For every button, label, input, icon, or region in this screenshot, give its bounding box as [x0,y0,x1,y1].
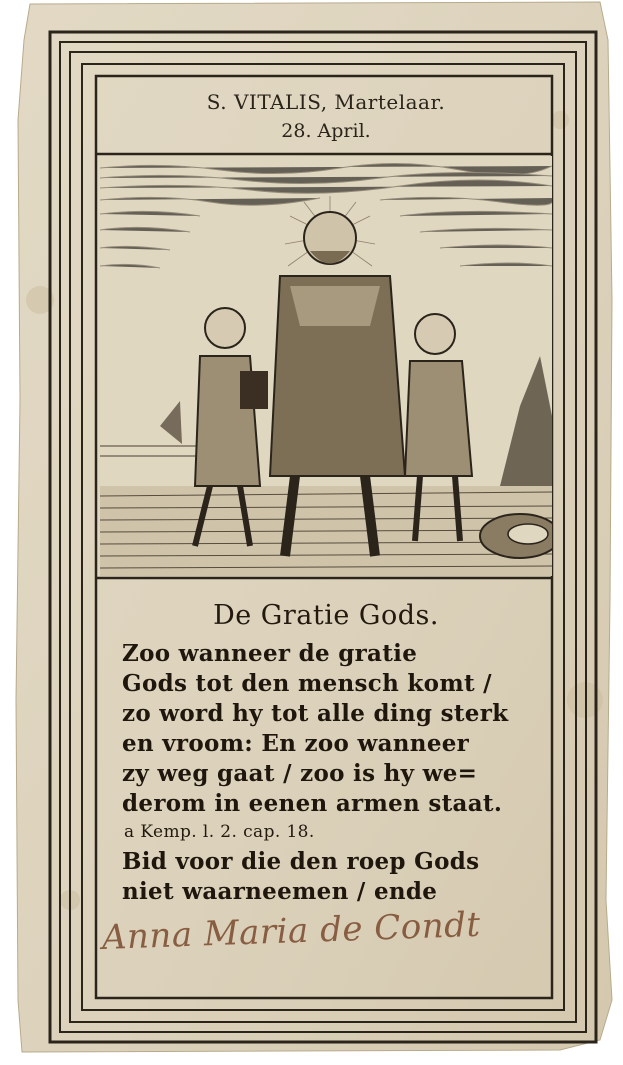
feast-date: 28. April. [281,120,371,142]
prayer-line: niet waarneemen / ende [122,878,438,905]
handwritten-signature: Anna Maria de Condt [101,904,482,958]
engraving-illustration [100,156,552,576]
verse-line: derom in eenen armen staat. [122,790,503,817]
verse-line: en vroom: En zoo wanneer [122,730,470,757]
header [100,82,552,152]
text-title: De Gratie Gods. [213,600,439,631]
verse-line: Zoo wanneer de gratie [122,640,418,667]
text-panel [100,582,552,922]
verse-line: zy weg gaat / zoo is hy we= [122,760,478,787]
saint-name: S. VITALIS, Martelaar. [206,90,446,114]
prayer-line: Bid voor die den roep Gods [122,848,480,875]
source-reference: a Kemp. l. 2. cap. 18. [124,822,315,842]
verse-line: Gods tot den mensch komt / [122,670,492,697]
verse-line: zo word hy tot alle ding sterk [122,700,509,727]
